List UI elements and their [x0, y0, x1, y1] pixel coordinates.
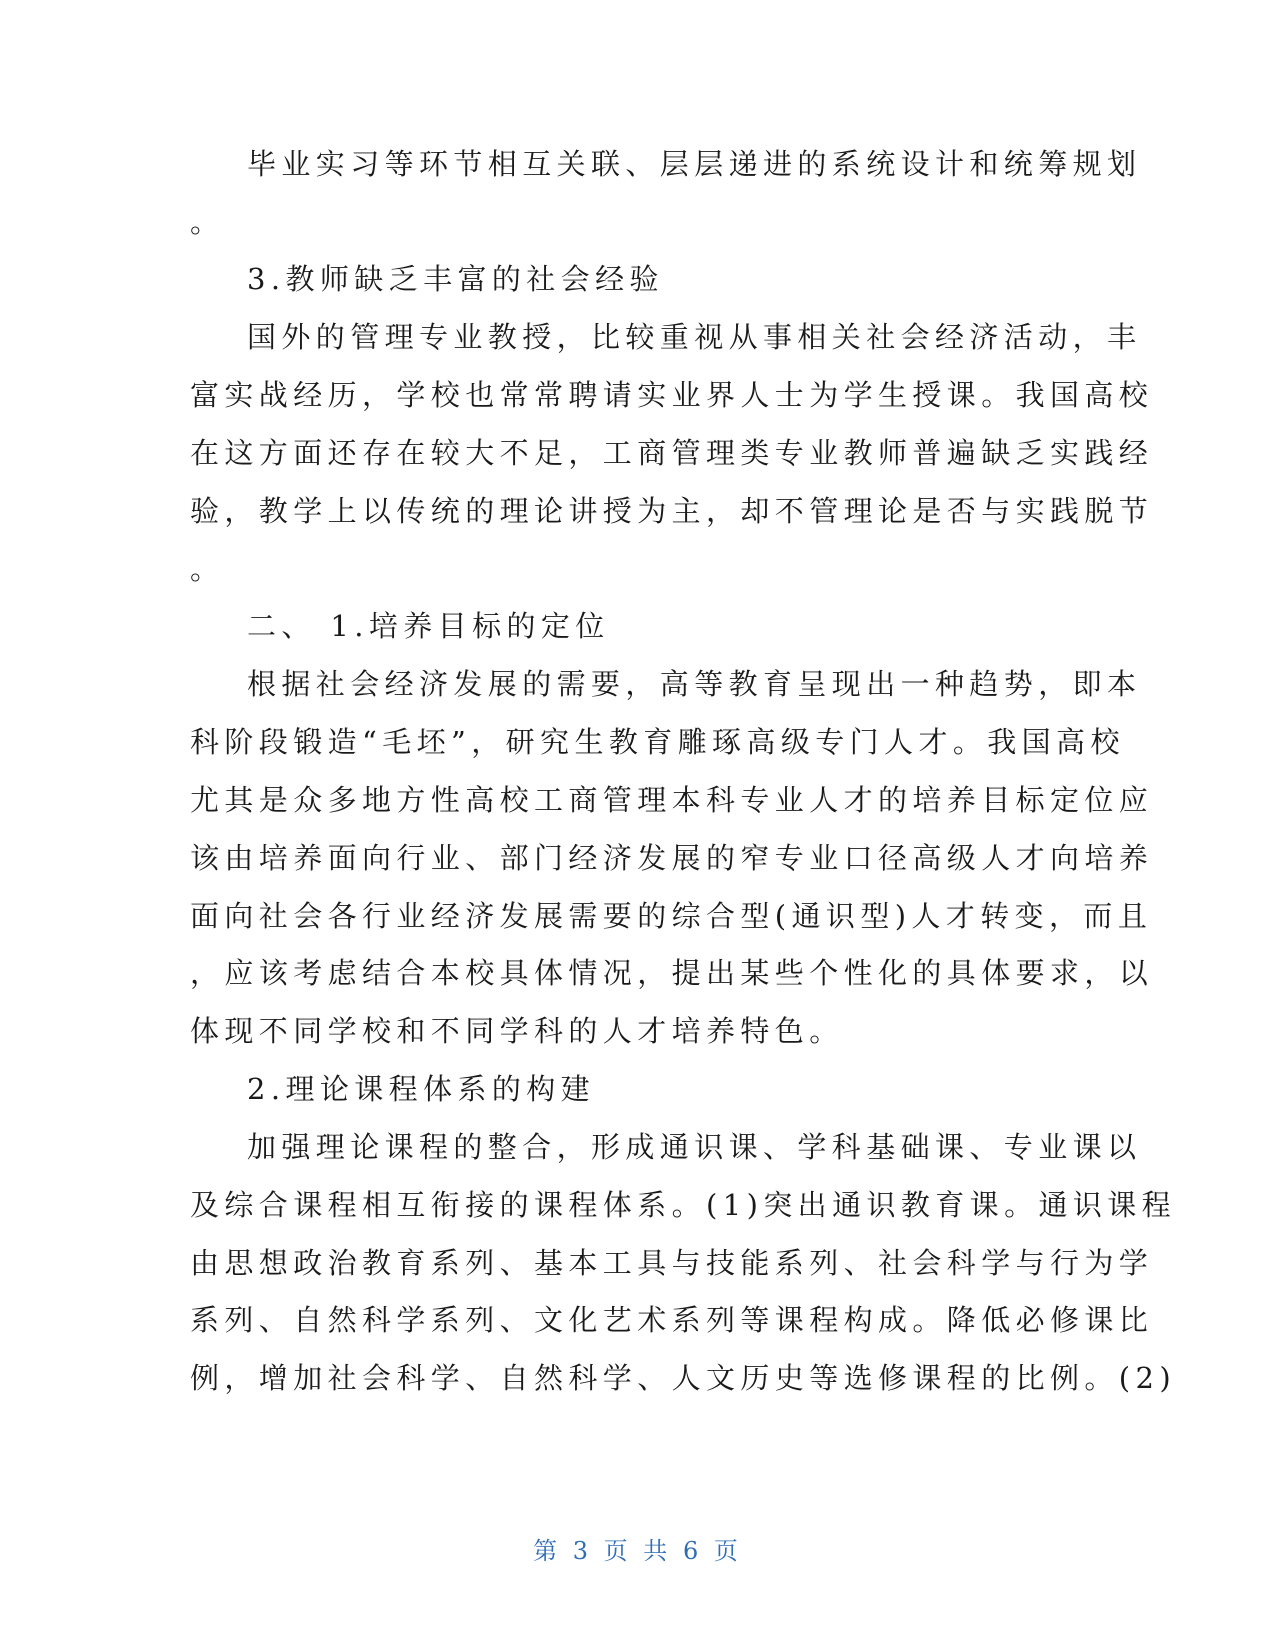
section-heading: 二、 1.培养目标的定位 — [247, 609, 610, 643]
section-heading: 3.教师缺乏丰富的社会经验 — [247, 262, 664, 296]
text-line: 。 — [190, 205, 225, 239]
text-line: 加强理论课程的整合，形成通识课、学科基础课、专业课以 — [247, 1130, 1142, 1164]
section-heading: 2.理论课程体系的构建 — [247, 1072, 596, 1106]
text-line: ，应该考虑结合本校具体情况，提出某些个性化的具体要求，以 — [190, 956, 1154, 990]
text-line: 该由培养面向行业、部门经济发展的窄专业口径高级人才向培养 — [190, 841, 1154, 875]
text-line: 毕业实习等环节相互关联、层层递进的系统设计和统筹规划 — [247, 147, 1142, 181]
text-line: 科阶段锻造“毛坯”，研究生教育雕琢高级专门人才。我国高校 — [190, 725, 1125, 759]
text-line: 。 — [190, 552, 225, 586]
text-line: 验，教学上以传统的理论讲授为主，却不管理论是否与实践脱节 — [190, 494, 1154, 528]
text-line: 富实战经历，学校也常常聘请实业界人士为学生授课。我国高校 — [190, 378, 1154, 412]
text-line: 由思想政治教育系列、基本工具与技能系列、社会科学与行为学 — [190, 1246, 1154, 1280]
page-number: 第 3 页 共 6 页 — [533, 1537, 742, 1565]
text-line: 面向社会各行业经济发展需要的综合型(通识型)人才转变，而且 — [190, 899, 1153, 933]
text-line: 根据社会经济发展的需要，高等教育呈现出一种趋势，即本 — [247, 667, 1142, 701]
text-line: 体现不同学校和不同学科的人才培养特色。 — [190, 1014, 844, 1048]
text-line: 及综合课程相互衔接的课程体系。(1)突出通识教育课。通识课程 — [190, 1188, 1177, 1222]
text-line: 在这方面还存在较大不足，工商管理类专业教师普遍缺乏实践经 — [190, 436, 1154, 470]
text-line: 系列、自然科学系列、文化艺术系列等课程构成。降低必修课比 — [190, 1303, 1154, 1337]
text-line: 例，增加社会科学、自然科学、人文历史等选修课程的比例。(2) — [190, 1361, 1177, 1395]
text-line: 尤其是众多地方性高校工商管理本科专业人才的培养目标定位应 — [190, 783, 1154, 817]
text-line: 国外的管理专业教授，比较重视从事相关社会经济活动，丰 — [247, 320, 1142, 354]
